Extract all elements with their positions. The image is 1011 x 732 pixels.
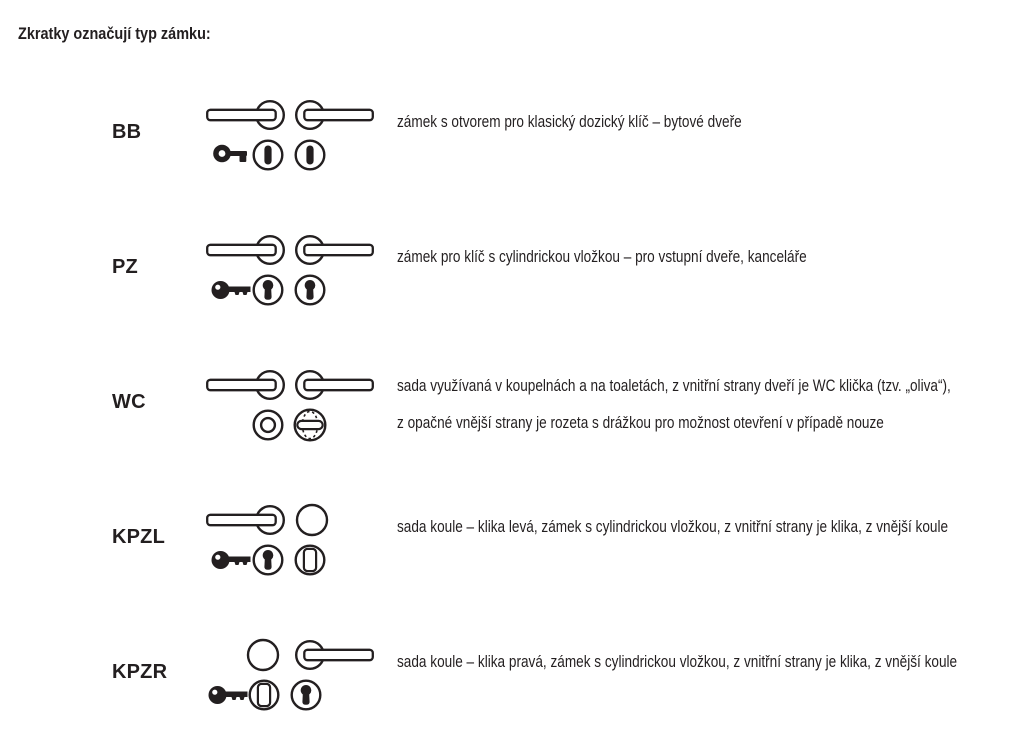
- blind-rosette-icon: [248, 679, 280, 711]
- description-line: sada koule – klika pravá, zámek s cylindrickou vložkou, z vnitřní strany je klika, z vnější koule: [397, 652, 958, 671]
- knob-icon: [246, 638, 280, 672]
- pz-keyhole-rosette-icon: [252, 544, 284, 576]
- row-kpzl: [0, 503, 1011, 583]
- cylinder-key-icon: [211, 279, 251, 301]
- lock-description: [397, 239, 1011, 275]
- pz-keyhole-rosette-icon: [294, 274, 326, 306]
- row-pz: [0, 233, 1011, 313]
- lever-handle-right-icon: [294, 638, 374, 672]
- description-line: sada koule – klika levá, zámek s cylindrickou vložkou, z vnitřní strany je klika, z vnější koule: [397, 517, 949, 536]
- description-line: z opačné vnější strany je rozeta s drážkou pro možnost otevření v případě nouze: [397, 412, 884, 432]
- wc-thumbturn-rosette-icon: [293, 408, 327, 442]
- classic-key-icon: [213, 144, 249, 166]
- row-wc: [0, 368, 1011, 448]
- knob-icon: [295, 503, 329, 537]
- lock-description: [397, 644, 1011, 680]
- pz-keyhole-rosette-icon: [252, 274, 284, 306]
- page-title: Zkratky označují typ zámku:: [18, 24, 211, 43]
- description-line: sada využívaná v koupelnách a na toaletách, z vnitřní strany dveří je WC klička (tzv. „oliva“),: [397, 376, 951, 395]
- lock-description: [397, 104, 1011, 140]
- bb-keyhole-rosette-icon: [252, 139, 284, 171]
- lever-handle-right-icon: [294, 233, 374, 267]
- row-bb: [0, 98, 1011, 178]
- row-kpzr: [0, 638, 1011, 718]
- lever-handle-left-icon: [206, 233, 286, 267]
- lever-handle-left-icon: [206, 368, 286, 402]
- lever-handle-left-icon: [206, 503, 286, 537]
- description-line: zámek s otvorem pro klasický dozický klíč – bytové dveře: [397, 112, 742, 131]
- cylinder-key-icon: [211, 549, 251, 571]
- lock-code-label: WC: [112, 391, 146, 413]
- description-line: zámek pro klíč s cylindrickou vložkou – pro vstupní dveře, kanceláře: [397, 247, 807, 266]
- lock-description: [397, 368, 1011, 441]
- lock-code-label: PZ: [112, 256, 138, 278]
- bb-keyhole-rosette-icon: [294, 139, 326, 171]
- lock-code-label: KPZR: [112, 661, 168, 683]
- blind-rosette-icon: [294, 544, 326, 576]
- lock-code-label: KPZL: [112, 526, 166, 548]
- cylinder-key-icon: [208, 684, 248, 706]
- lock-description: [397, 509, 1011, 545]
- lock-code-label: BB: [112, 121, 142, 143]
- lever-handle-right-icon: [294, 98, 374, 132]
- lever-handle-left-icon: [206, 98, 286, 132]
- groove-rosette-icon: [252, 409, 284, 441]
- lever-handle-right-icon: [294, 368, 374, 402]
- pz-keyhole-rosette-icon: [290, 679, 322, 711]
